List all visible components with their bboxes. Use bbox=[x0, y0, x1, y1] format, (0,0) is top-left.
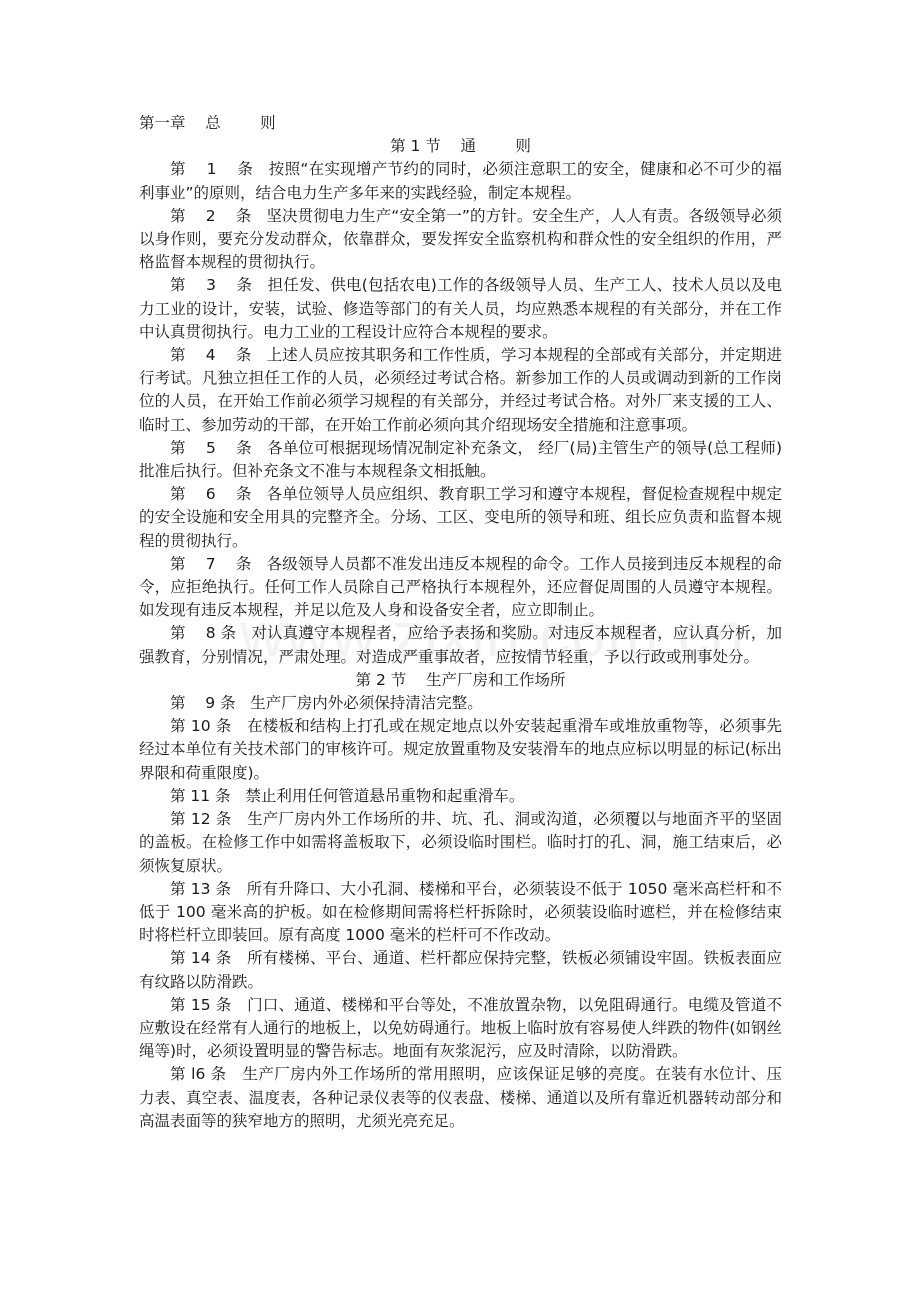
article-number: 第 12 条 bbox=[170, 810, 232, 829]
article-text: 门口、通道、楼梯和平台等处，不准放置杂物，以免阻碍通行。电缆及管道不应敷设在经常有人通行的地板上，以免妨碍通行。地板上临时放有容易使人绊跌的物件(如钢丝绳等)时，必须设置明显的警告标志。地面有灰浆泥污，应及时清除，以防滑跌。 bbox=[139, 995, 783, 1061]
article-number: 第 4 条 bbox=[170, 346, 252, 365]
article-text: 各单位可根据现场情况制定补充条文， 经厂(局)主管生产的领导(总工程师)批准后执行。但补充条文不准与本规程条文相抵触。 bbox=[139, 438, 783, 481]
document-body bbox=[139, 112, 782, 1133]
article-text: 担任发、供电(包括农电)工作的各级领导人员、生产工人、技术人员以及电力工业的设计，安装，试验、修造等部门的有关人员，均应熟悉本规程的有关部分，并在工作中认真贯彻执行。电力工业的工程设计应符合本规程的要求。 bbox=[139, 276, 782, 341]
article-2 bbox=[139, 205, 782, 275]
article-12 bbox=[139, 808, 782, 878]
article-number: 第 8 条 bbox=[170, 624, 237, 643]
article-text: 各级领导人员都不准发出违反本规程的命令。工作人员接到违反本规程的命令，应拒绝执行。任何工作人员除自己严格执行本规程外，还应督促周围的人员遵守本规程。如发现有违反本规程，并足以危及人身和设备安全者，应立即制止。 bbox=[139, 554, 782, 620]
article-14 bbox=[139, 947, 782, 993]
article-text: 坚决贯彻电力生产“安全第一”的方针。安全生产，人人有责。各级领导必须以身作则，要充分发动群众，依靠群众，要发挥安全监察机构和群众性的安全组织的作用，严格监督本规程的贯彻执行。 bbox=[139, 206, 783, 272]
article-16 bbox=[139, 1063, 782, 1133]
article-text: 生产厂房内外必须保持清洁完整。 bbox=[250, 694, 483, 713]
article-text: 禁止利用任何管道悬吊重物和起重滑车。 bbox=[245, 786, 525, 805]
article-5 bbox=[139, 437, 782, 483]
article-text: 上述人员应按其职务和工作性质，学习本规程的全部或有关部分，并定期进行考试。凡独立担任工作的人员，必须经过考试合格。新参加工作的人员或调动到新的工作岗位的人员，在开始工作前必须学习规程的有关部分，并经过考试合格。对外厂来支援的工人、临时工、参加劳动的干部，在开始工作前必须向其介绍现场安全措施和注意事项。 bbox=[139, 346, 782, 434]
article-number: 第 5 条 bbox=[170, 438, 252, 457]
section-heading: 第 1 节 通 则 bbox=[390, 137, 531, 156]
article-text: 在楼板和结构上打孔或在规定地点以外安装起重滑车或堆放重物等，必须事先经过本单位有关技术部门的审核许可。规定放置重物及安装滑车的地点应标以明显的标记(标出界限和荷重限度)。 bbox=[139, 717, 783, 782]
article-number: 第 3 条 bbox=[170, 276, 253, 295]
article-number: 第 14 条 bbox=[170, 949, 232, 968]
article-text: 生产厂房内外工作场所的常用照明，应该保证足够的亮度。在装有水位计、压力表、真空表、温度表，各种记录仪表等的仪表盘、楼梯、通道以及所有靠近机器转动部分和高温表面等的狭窄地方的照明，尤须光亮充足。 bbox=[139, 1065, 782, 1130]
article-number: 第 13 条 bbox=[170, 879, 232, 898]
article-number: 第 7 条 bbox=[170, 554, 252, 573]
article-7 bbox=[139, 553, 782, 623]
article-8 bbox=[139, 622, 782, 668]
section-heading: 第 2 节 生产厂房和工作场所 bbox=[355, 670, 566, 689]
article-number: 第 l6 条 bbox=[170, 1065, 227, 1084]
article-6 bbox=[139, 483, 782, 553]
chapter-title: 第一章 总 则 bbox=[139, 114, 276, 132]
article-number: 第 2 条 bbox=[170, 206, 252, 225]
article-15 bbox=[139, 994, 782, 1064]
article-text: 对认真遵守本规程者，应给予表扬和奖励。对违反本规程者，应认真分析，加强教育，分别情况，严肃处理。对造成严重事故者，应按情节轻重，予以行政或刑事处分。 bbox=[139, 624, 782, 666]
article-9 bbox=[139, 692, 782, 715]
article-number: 第 15 条 bbox=[170, 995, 232, 1014]
article-number: 第 10 条 bbox=[170, 717, 232, 736]
article-4 bbox=[139, 344, 782, 437]
article-10 bbox=[139, 715, 782, 785]
article-text: 生产厂房内外工作场所的井、坑、孔、洞或沟道，必须覆以与地面齐平的坚固的盖板。在检修工作中如需将盖板取下，必须设临时围栏。临时打的孔、洞，施工结束后，必须恢复原状。 bbox=[139, 810, 783, 875]
article-3 bbox=[139, 274, 782, 344]
article-11 bbox=[139, 785, 782, 808]
article-text: 按照“在实现增产节约的同时，必须注意职工的安全，健康和必不可少的福利事业”的原则，结合电力生产多年来的实践经验，制定本规程。 bbox=[139, 160, 782, 202]
article-text: 各单位领导人员应组织、教育职工学习和遵守本规程，督促检查规程中规定的安全设施和安全用具的完整齐全。分场、工区、变电所的领导和班、组长应负责和监督本规程的贯彻执行。 bbox=[139, 485, 782, 550]
article-text: 所有升降口、大小孔洞、楼梯和平台，必须装设不低于 1050 毫米高栏杆和不低于 100 毫米高的护板。如在检修期间需将栏杆拆除时，必须装设临时遮栏，并在检修结束时将栏杆立即装回。原有高度 1000 毫米的栏杆可不作改动。 bbox=[139, 879, 782, 945]
article-13 bbox=[139, 878, 782, 948]
article-text: 所有楼梯、平台、通道、栏杆都应保持完整，铁板必须铺设牢固。铁板表面应有纹路以防滑跌。 bbox=[139, 949, 783, 991]
article-1 bbox=[139, 158, 782, 204]
article-number: 第 6 条 bbox=[170, 485, 252, 504]
article-number: 第 11 条 bbox=[170, 786, 231, 805]
article-number: 第 9 条 bbox=[170, 694, 236, 713]
article-number: 第 1 条 bbox=[170, 160, 254, 179]
